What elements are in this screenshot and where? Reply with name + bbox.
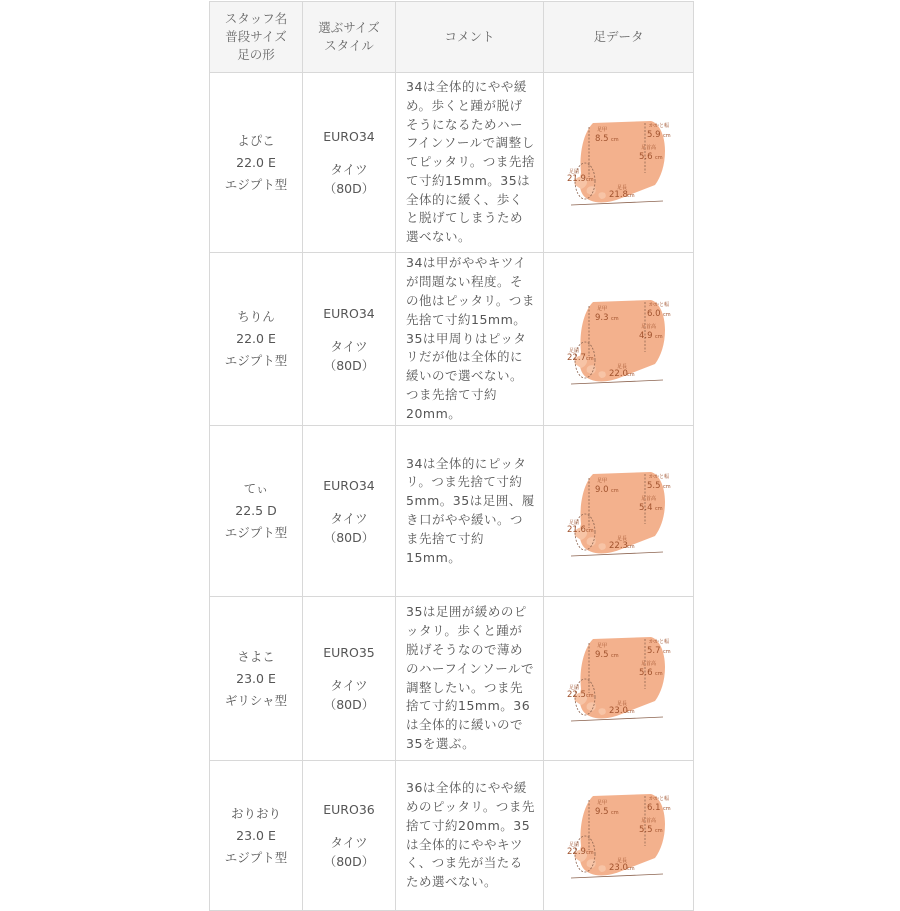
comment-cell: 34は甲がややキツイが問題ない程度。その他はピッタリ。つま先捨て寸約15mm。35は甲周りはピッタリだが他は全体的に緩いので選べない。つま先捨て寸約20mm。 [396,253,544,426]
girth-unit: cm [585,177,594,183]
chosen-size-cell [303,426,396,597]
foot-data-cell [544,253,694,426]
instep-label: 足甲 [596,643,607,649]
staff-name: おりおり [230,805,281,821]
staff-row [210,73,694,253]
spacer [303,323,395,337]
length-line [571,717,663,721]
header-staff [210,2,303,73]
length-label: 足長 [616,535,627,542]
foot-shape-type: エジプト型 [224,525,288,540]
spacer [303,819,395,833]
instep-unit: cm [610,810,619,816]
ball-value: 5.6 [638,152,653,162]
denier: （80D） [323,529,375,545]
header-staff-line-2: 普段サイズ [225,29,287,44]
heel-unit: cm [662,649,671,655]
staff-row [210,597,694,761]
heel-value: 6.0 [646,308,661,319]
instep-label: 足甲 [596,800,607,806]
heel-value: 5.7 [646,646,661,656]
staff-row [210,426,694,597]
header-comment: コメント [396,2,544,73]
staff-cell [210,73,303,253]
spacer [303,495,395,509]
heel-unit: cm [662,483,671,490]
header-foot-data: 足データ [544,2,694,73]
length-unit: cm [626,709,635,715]
length-value: 21.8 [608,190,628,200]
girth-unit: cm [585,527,594,534]
staff-row [210,253,694,426]
foot-data-cell [544,426,694,597]
staff-name: さよこ [237,648,275,664]
instep-value: 9.0 [594,484,609,495]
instep-unit: cm [610,653,619,659]
heel-label: かかと幅 [648,639,669,645]
header-size-line-2: スタイル [324,38,374,53]
chosen-size-cell [303,73,396,253]
euro-size: EURO36 [323,802,375,817]
instep-label: 足甲 [596,305,607,312]
foot-data-cell [544,761,694,911]
instep-label: 足甲 [596,127,607,133]
girth-label: 足囲 [568,519,579,526]
staff-name: ちりん [237,309,275,324]
girth-label: 足囲 [568,169,579,175]
euro-size: EURO34 [323,477,375,493]
staff-cell [210,761,303,911]
foot-diagram-wrap [544,462,693,561]
comment-cell: 36は全体的にやや緩めのピッタリ。つま先捨て寸約20mm。35は全体的にややキツく、つま先が当たるため選べない。 [396,761,544,911]
foot-data-cell [544,73,694,253]
heel-unit: cm [662,311,671,318]
staff-cell [210,426,303,597]
length-line [571,201,663,205]
length-value: 22.0 [608,368,628,379]
comment-cell: 34は全体的にやや緩め。歩くと踵が脱げそうになるためハーフインソールで調整してピッタリ。つま先捨て寸約15mm。35は全体的に緩く、歩くと脱げてしまうため選べない。 [396,73,544,253]
instep-value: 9.5 [594,650,609,660]
ball-unit: cm [654,828,663,834]
foot-shape-type: ギリシャ型 [224,692,288,708]
instep-unit: cm [610,487,619,494]
foot-diagram-wrap [544,788,693,883]
chosen-size-cell [303,597,396,761]
usual-size: 22.5 D [235,503,277,518]
staff-cell [210,597,303,761]
foot-data-cell [544,597,694,761]
ball-unit: cm [654,333,663,340]
style-type: タイツ [330,678,368,693]
length-unit: cm [626,543,635,550]
girth-value: 21.6 [566,524,586,535]
length-label: 足長 [616,858,627,864]
ball-value: 4.9 [638,330,653,341]
instep-unit: cm [610,315,619,322]
style-type: タイツ [330,162,368,177]
spacer [303,662,395,676]
instep-label: 足甲 [596,477,607,484]
denier: （80D） [323,854,375,869]
heel-value: 5.9 [646,130,661,140]
heel-label: かかと幅 [648,301,669,308]
usual-size: 23.0 E [236,670,276,686]
foot-diagram [559,115,679,210]
style-type: タイツ [330,338,368,354]
length-value: 22.3 [608,540,628,551]
heel-value: 5.5 [646,480,661,491]
girth-label: 足囲 [568,842,579,848]
euro-size: EURO35 [323,645,375,660]
instep-value: 9.5 [594,807,609,817]
length-unit: cm [626,371,635,378]
length-label: 足長 [616,185,627,191]
length-value: 23.0 [608,706,628,716]
staff-name: てぃ [243,481,269,496]
girth-label: 足囲 [568,347,579,354]
chosen-size-cell [303,761,396,911]
ball-label: 足首高 [640,818,656,824]
ball-value: 5.5 [638,825,653,835]
girth-value: 22.5 [566,690,586,700]
foot-diagram [559,631,679,726]
denier: （80D） [323,357,375,373]
denier: （80D） [323,181,375,196]
style-type: タイツ [330,835,368,850]
comment-cell: 35は足囲が緩めのピッタリ。歩くと踵が脱げそうなので薄めのハーフインソールで調整したい。つま先捨て寸約15mm。36は全体的に緩いので35を選ぶ。 [396,597,544,761]
length-line [571,874,663,878]
girth-unit: cm [585,850,594,856]
heel-label: かかと幅 [648,473,669,480]
header-size [303,2,396,73]
foot-diagram [559,466,679,561]
length-line [571,552,663,556]
ball-unit: cm [654,505,663,512]
length-value: 23.0 [608,863,628,873]
heel-label: かかと幅 [648,796,669,802]
ball-label: 足首高 [640,145,656,151]
length-label: 足長 [616,363,627,370]
heel-unit: cm [662,806,671,812]
girth-unit: cm [585,355,594,362]
staff-row [210,761,694,911]
girth-value: 21.9 [566,174,586,184]
ball-label: 足首高 [640,661,656,667]
girth-value: 22.9 [566,847,586,857]
staff-cell [210,253,303,426]
size-comparison-table [209,1,694,911]
header-size-line-1: 選ぶサイズ [318,20,380,35]
ball-unit: cm [654,155,663,161]
staff-name: よぴこ [237,132,275,148]
usual-size: 22.0 E [236,154,276,170]
length-line [571,380,663,384]
ball-label: 足首高 [640,495,656,502]
ball-value: 5.6 [638,668,653,678]
length-unit: cm [626,193,635,199]
foot-diagram [559,294,679,389]
girth-value: 22.7 [566,352,586,363]
ball-label: 足首高 [640,323,656,330]
usual-size: 22.0 E [236,331,276,346]
foot-diagram [559,788,679,883]
euro-size: EURO34 [323,129,375,144]
length-unit: cm [626,866,635,872]
foot-diagram-wrap [544,631,693,726]
style-type: タイツ [330,510,368,526]
foot-diagram-wrap [544,115,693,210]
foot-diagram-wrap [544,290,693,389]
usual-size: 23.0 E [236,827,276,843]
heel-value: 6.1 [646,803,661,813]
header-staff-line-3: 足の形 [237,47,275,62]
heel-unit: cm [662,133,671,139]
denier: （80D） [323,697,375,712]
instep-value: 9.3 [594,312,609,323]
instep-unit: cm [610,137,619,143]
foot-shape-type: エジプト型 [224,353,288,368]
length-label: 足長 [616,701,627,707]
girth-label: 足囲 [568,685,579,691]
comment-cell: 34は全体的にピッタリ。つま先捨て寸約5mm。35は足囲、履き口がやや緩い。つま先捨て寸約15mm。 [396,426,544,597]
header-row [210,2,694,73]
ball-value: 5.4 [638,502,653,513]
foot-shape-type: エジプト型 [224,849,288,865]
instep-value: 8.5 [594,134,609,144]
foot-shape-type: エジプト型 [224,176,288,192]
chosen-size-cell [303,253,396,426]
spacer [303,146,395,160]
euro-size: EURO34 [323,305,375,321]
header-staff-line-1: スタッフ名 [224,11,288,26]
ball-unit: cm [654,671,663,677]
girth-unit: cm [585,693,594,699]
heel-label: かかと幅 [648,123,669,129]
